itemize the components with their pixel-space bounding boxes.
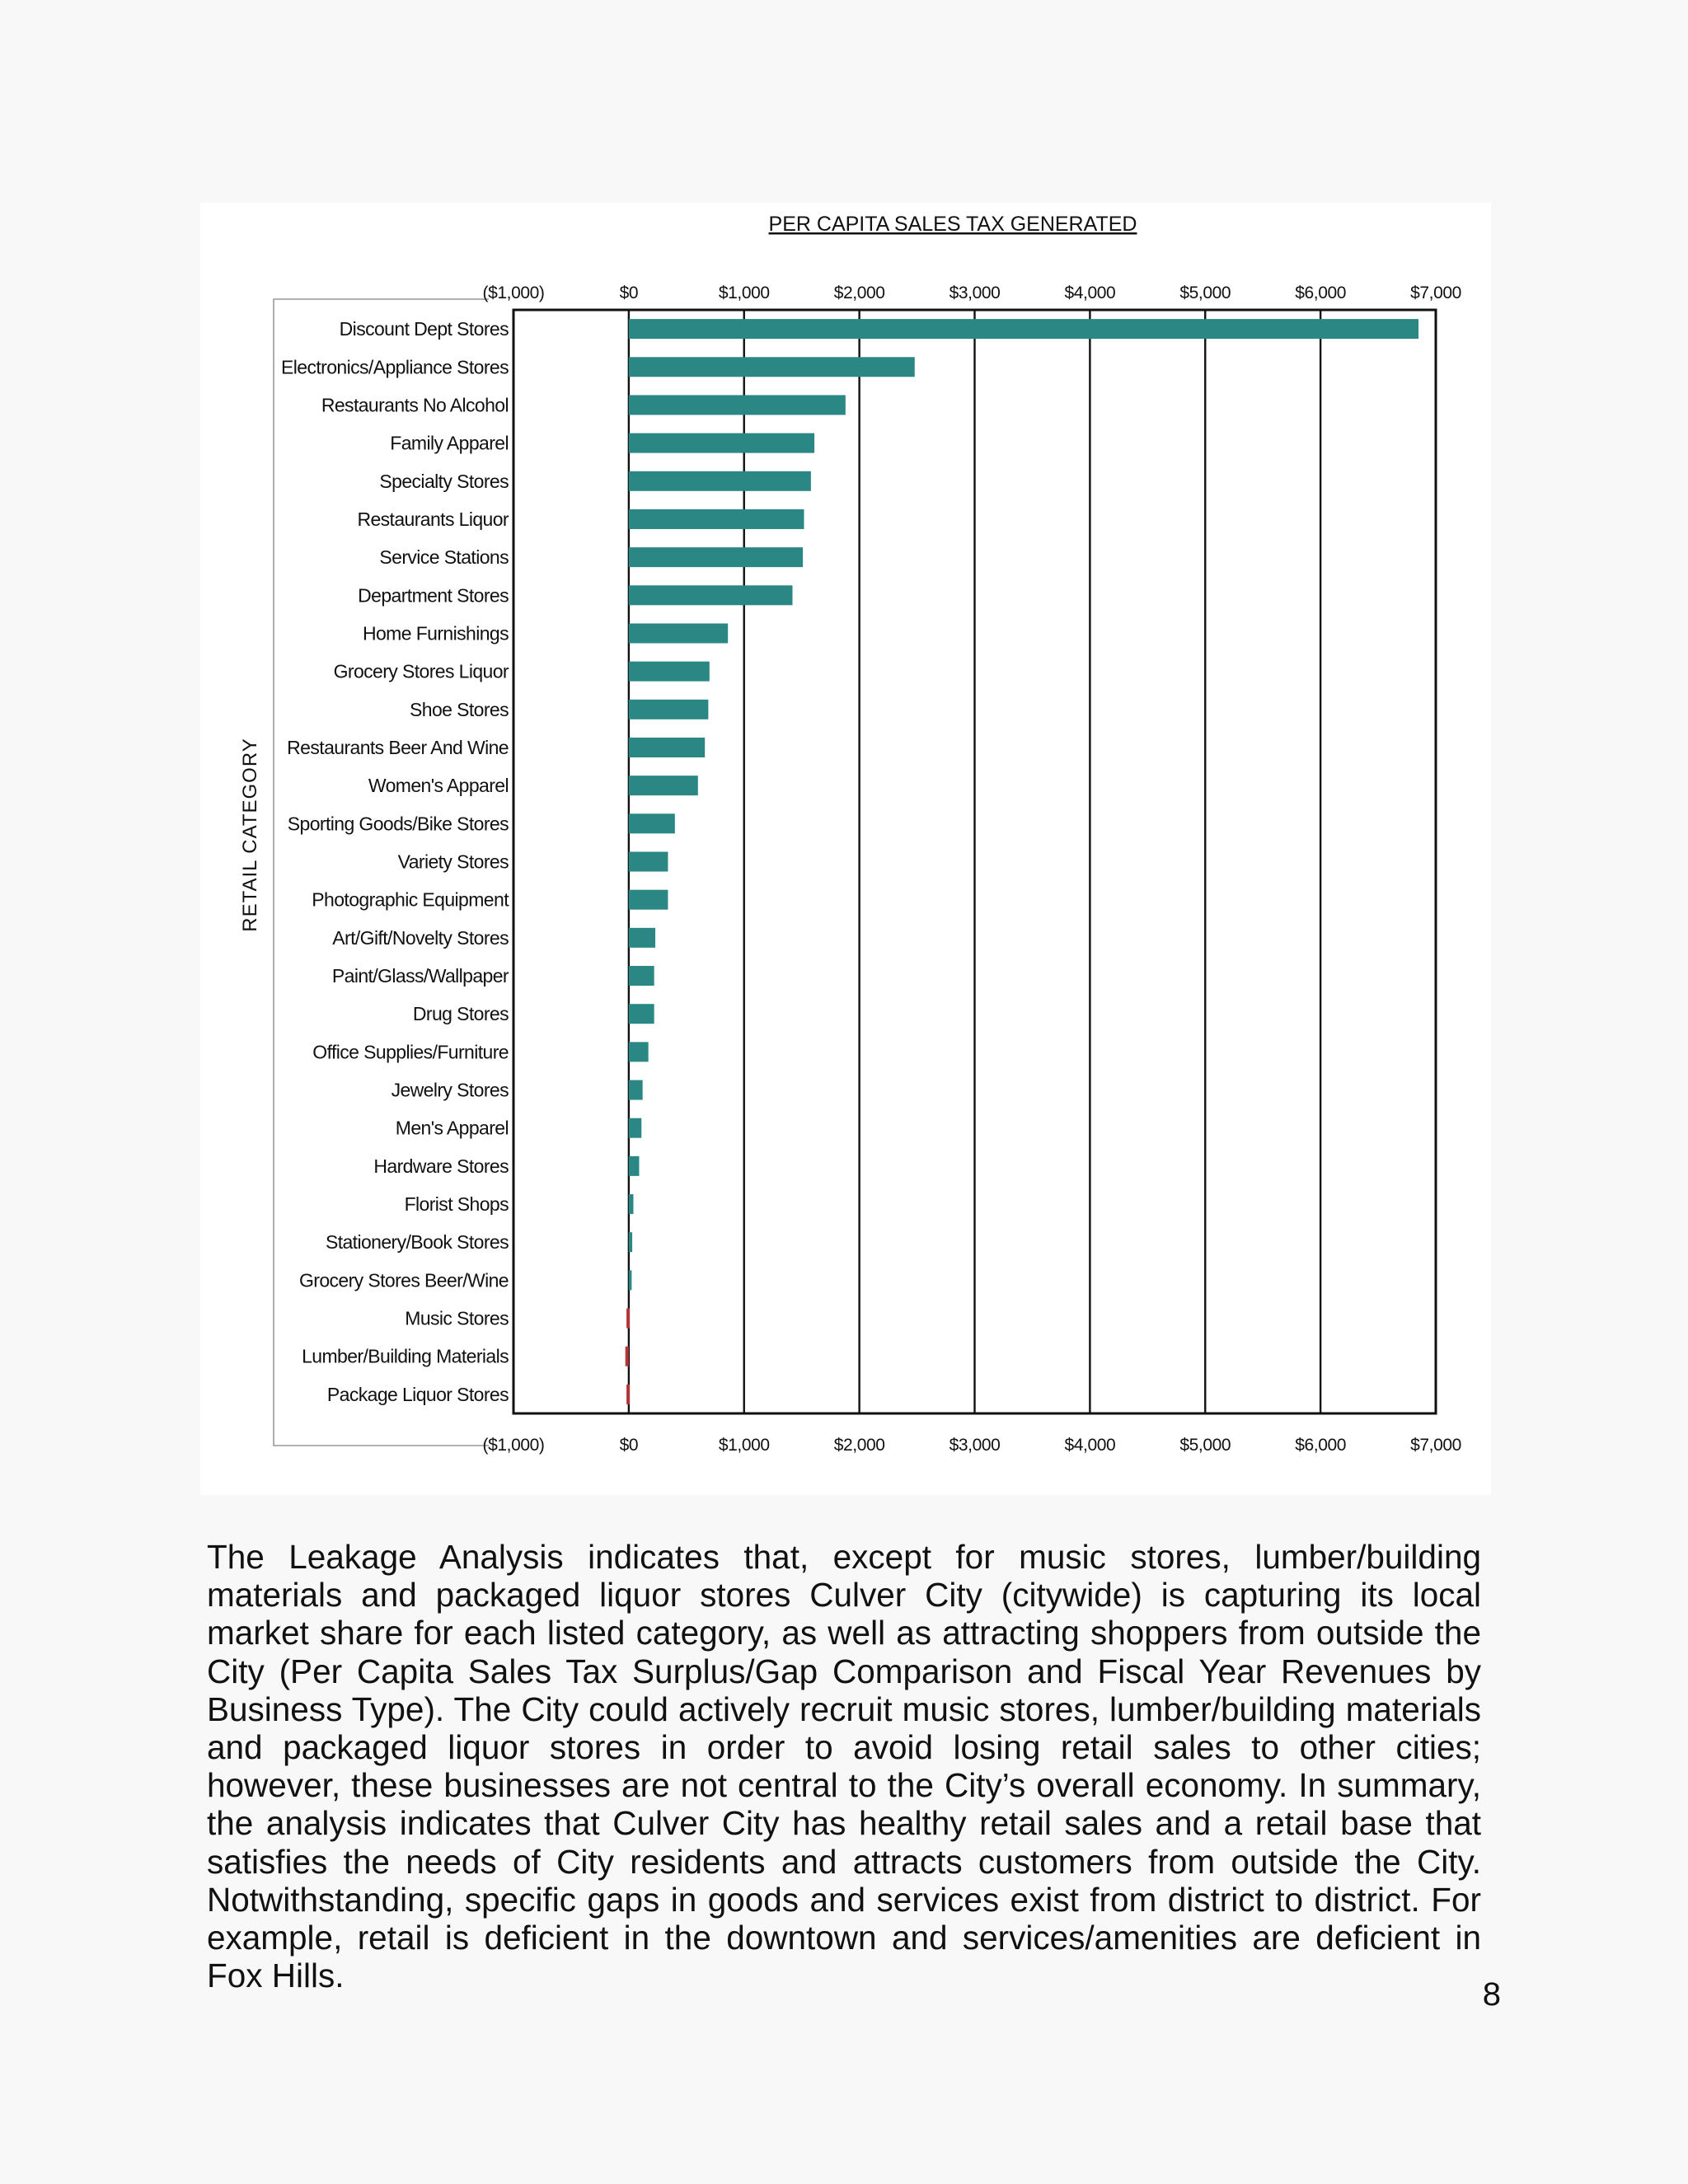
category-label-7: Service Stations <box>379 546 509 569</box>
bar-20 <box>629 1042 649 1062</box>
tick-label-top-3: $2,000 <box>833 284 885 302</box>
bar-8 <box>629 585 793 605</box>
category-label-25: Stationery/Book Stores <box>325 1231 509 1254</box>
category-label-16: Photographic Equipment <box>312 888 509 911</box>
y-axis-label: RETAIL CATEGORY <box>239 738 261 932</box>
category-label-12: Restaurants Beer And Wine <box>287 736 509 758</box>
bar-10 <box>629 662 710 682</box>
bar-17 <box>629 928 655 948</box>
bar-18 <box>629 966 654 986</box>
bar-2 <box>629 357 915 377</box>
category-label-11: Shoe Stores <box>410 698 509 720</box>
category-label-23: Hardware Stores <box>373 1155 509 1177</box>
bar-4 <box>629 434 814 453</box>
category-label-20: Office Supplies/Furniture <box>312 1041 509 1063</box>
category-label-17: Art/Gift/Novelty Stores <box>332 926 509 949</box>
category-label-28: Lumber/Building Materials <box>302 1345 509 1367</box>
bar-11 <box>629 700 709 719</box>
category-label-5: Specialty Stores <box>379 470 509 492</box>
category-label-19: Drug Stores <box>412 1003 509 1025</box>
bar-26 <box>629 1270 631 1290</box>
bar-23 <box>629 1156 640 1176</box>
bar-6 <box>629 509 804 529</box>
bar-3 <box>629 395 846 415</box>
category-label-27: Music Stores <box>405 1307 509 1329</box>
chart-title: PER CAPITA SALES TAX GENERATED <box>768 213 1137 236</box>
category-label-22: Men's Apparel <box>395 1117 509 1139</box>
tick-label-bottom-0: ($1,000) <box>482 1436 545 1455</box>
tick-label-top-1: $0 <box>619 284 639 302</box>
category-label-26: Grocery Stores Beer/Wine <box>298 1269 509 1291</box>
bar-22 <box>629 1118 641 1138</box>
bar-28 <box>626 1347 629 1366</box>
tick-label-top-8: $7,000 <box>1410 284 1461 302</box>
bar-19 <box>629 1004 654 1024</box>
tick-label-bottom-6: $5,000 <box>1179 1436 1231 1455</box>
tick-label-top-5: $4,000 <box>1064 284 1116 302</box>
bar-21 <box>629 1080 643 1100</box>
category-label-1: Discount Dept Stores <box>339 318 509 340</box>
category-label-29: Package Liquor Stores <box>326 1383 509 1405</box>
bar-16 <box>629 890 668 910</box>
tick-label-bottom-5: $4,000 <box>1064 1436 1116 1455</box>
category-label-13: Women's Apparel <box>368 775 509 797</box>
chart-panel <box>200 203 1491 1495</box>
bar-1 <box>629 319 1418 339</box>
category-label-10: Grocery Stores Liquor <box>333 660 509 682</box>
bar-7 <box>629 547 803 567</box>
tick-label-top-7: $6,000 <box>1295 284 1347 302</box>
bar-12 <box>629 738 705 757</box>
body-text <box>207 1538 1481 1994</box>
tick-label-top-0: ($1,000) <box>482 284 545 302</box>
tick-label-top-2: $1,000 <box>718 284 770 302</box>
page-number: 8 <box>1482 1976 1501 2013</box>
bar-14 <box>629 813 675 833</box>
bar-25 <box>629 1232 632 1252</box>
bar-15 <box>629 852 668 872</box>
category-label-8: Department Stores <box>358 584 509 607</box>
bar-9 <box>629 623 728 643</box>
bar-29 <box>626 1385 630 1404</box>
tick-label-bottom-8: $7,000 <box>1410 1436 1461 1455</box>
category-label-21: Jewelry Stores <box>391 1079 509 1101</box>
bar-27 <box>626 1309 630 1329</box>
tick-label-top-6: $5,000 <box>1179 284 1231 302</box>
category-label-24: Florist Shops <box>404 1193 509 1216</box>
category-labels <box>281 318 509 1405</box>
tick-label-bottom-1: $0 <box>619 1436 639 1455</box>
category-label-4: Family Apparel <box>390 432 509 454</box>
bar-5 <box>629 471 811 491</box>
category-label-2: Electronics/Appliance Stores <box>281 356 509 378</box>
category-label-9: Home Furnishings <box>362 622 509 644</box>
tick-label-bottom-2: $1,000 <box>718 1436 770 1455</box>
tick-label-top-4: $3,000 <box>949 284 1001 302</box>
bar-24 <box>629 1194 634 1214</box>
tick-label-bottom-4: $3,000 <box>949 1436 1001 1455</box>
category-label-15: Variety Stores <box>397 851 509 873</box>
category-label-14: Sporting Goods/Bike Stores <box>287 813 509 835</box>
category-label-3: Restaurants No Alcohol <box>321 394 509 416</box>
tick-label-bottom-7: $6,000 <box>1295 1436 1347 1455</box>
body-paragraph: The Leakage Analysis indicates that, except for music stores, lumber/building materials and packaged liquor stores Culver City (citywide) is capturing its local market share for each listed category, as well as attracting shoppers from outside the City (Per Capita Sales Tax Surplus/Gap Comparison and Fiscal Year Revenues by Business Type). The City could actively recruit music stores, lumber/building materials and packaged liquor stores in order to avoid losing retail sales to other cities; however, these businesses are not central to the City’s overall economy. In summary, the analysis indicates that Culver City has healthy retail sales and a retail base that satisfies the needs of City residents and attracts customers from outside the City. Notwithstanding, specific gaps in goods and services exist from district to district. For example, retail is deficient in the downtown and services/amenities are deficient in Fox Hills. <box>207 1538 1481 1995</box>
bar-chart <box>200 203 1491 1495</box>
category-label-6: Restaurants Liquor <box>357 508 509 530</box>
category-label-18: Paint/Glass/Wallpaper <box>331 965 509 987</box>
bar-13 <box>629 776 698 795</box>
tick-label-bottom-3: $2,000 <box>833 1436 885 1455</box>
